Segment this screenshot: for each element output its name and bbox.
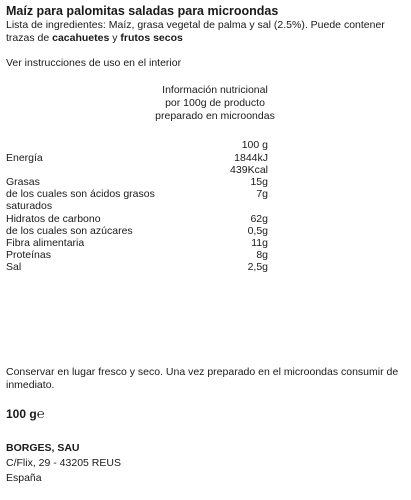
nutrition-header-line-3: preparado en microondas bbox=[155, 110, 275, 122]
nutrient-label: Proteínas bbox=[6, 249, 51, 261]
nutrient-value: 2,5g bbox=[247, 261, 268, 273]
ingredients-line-1: Lista de ingredientes: Maíz, grasa vegetal de palma y sal (2.5%). Puede contener bbox=[6, 19, 385, 31]
company-name: BORGES, SAU bbox=[6, 442, 80, 454]
energy-kcal-value: 439Kcal bbox=[230, 164, 268, 176]
estimated-sign-icon: ℮ bbox=[36, 406, 45, 421]
energy-label: Energía bbox=[6, 152, 43, 164]
nutrition-header-line-2: por 100g de producto bbox=[165, 97, 265, 109]
nutrient-value: 15g bbox=[250, 176, 268, 188]
company-country: España bbox=[6, 472, 42, 484]
nutrient-label: Hidratos de carbono bbox=[6, 213, 101, 225]
nutrient-label: de los cuales son ácidos grasos bbox=[6, 188, 155, 200]
ingredients-traces-prefix: trazas de bbox=[6, 32, 53, 44]
see-instructions-note: Ver instrucciones de uso en el interior bbox=[6, 57, 182, 69]
nutrition-portion: 100 g bbox=[241, 139, 268, 151]
nutrient-value: 7g bbox=[256, 188, 268, 200]
nutrient-value: 11g bbox=[251, 237, 268, 249]
energy-kj-value: 1844kJ bbox=[234, 152, 268, 164]
nutrient-value: 62g bbox=[250, 213, 268, 225]
net-weight-value: 100 g bbox=[6, 407, 37, 421]
nutrient-label: Fibra alimentaria bbox=[6, 237, 85, 249]
nutrition-header-line-1: Información nutricional bbox=[162, 84, 268, 96]
nutrient-value: 8g bbox=[256, 249, 268, 261]
nutrient-label: saturados bbox=[6, 200, 53, 212]
ingredients-connector: y bbox=[109, 32, 121, 44]
nutrient-label: Grasas bbox=[6, 176, 40, 188]
nutrition-header bbox=[150, 84, 280, 123]
allergen-peanuts: cacahuetes bbox=[52, 32, 110, 44]
nutrient-value: 0,5g bbox=[247, 225, 268, 237]
net-weight bbox=[6, 406, 45, 421]
company-address: C/Flix, 29 - 43205 REUS bbox=[6, 457, 121, 469]
nutrient-label: Sal bbox=[6, 261, 22, 273]
ingredients-list bbox=[6, 19, 385, 45]
storage-instructions: Conservar en lugar fresco y seco. Una vez preparado en el microondas consumir de inmediato. bbox=[6, 366, 399, 391]
product-title: Maíz para palomitas saladas para microondas bbox=[6, 4, 279, 18]
ingredients-line-2 bbox=[6, 32, 385, 45]
allergen-nuts: frutos secos bbox=[120, 32, 183, 44]
nutrient-label: de los cuales son azúcares bbox=[6, 225, 133, 237]
